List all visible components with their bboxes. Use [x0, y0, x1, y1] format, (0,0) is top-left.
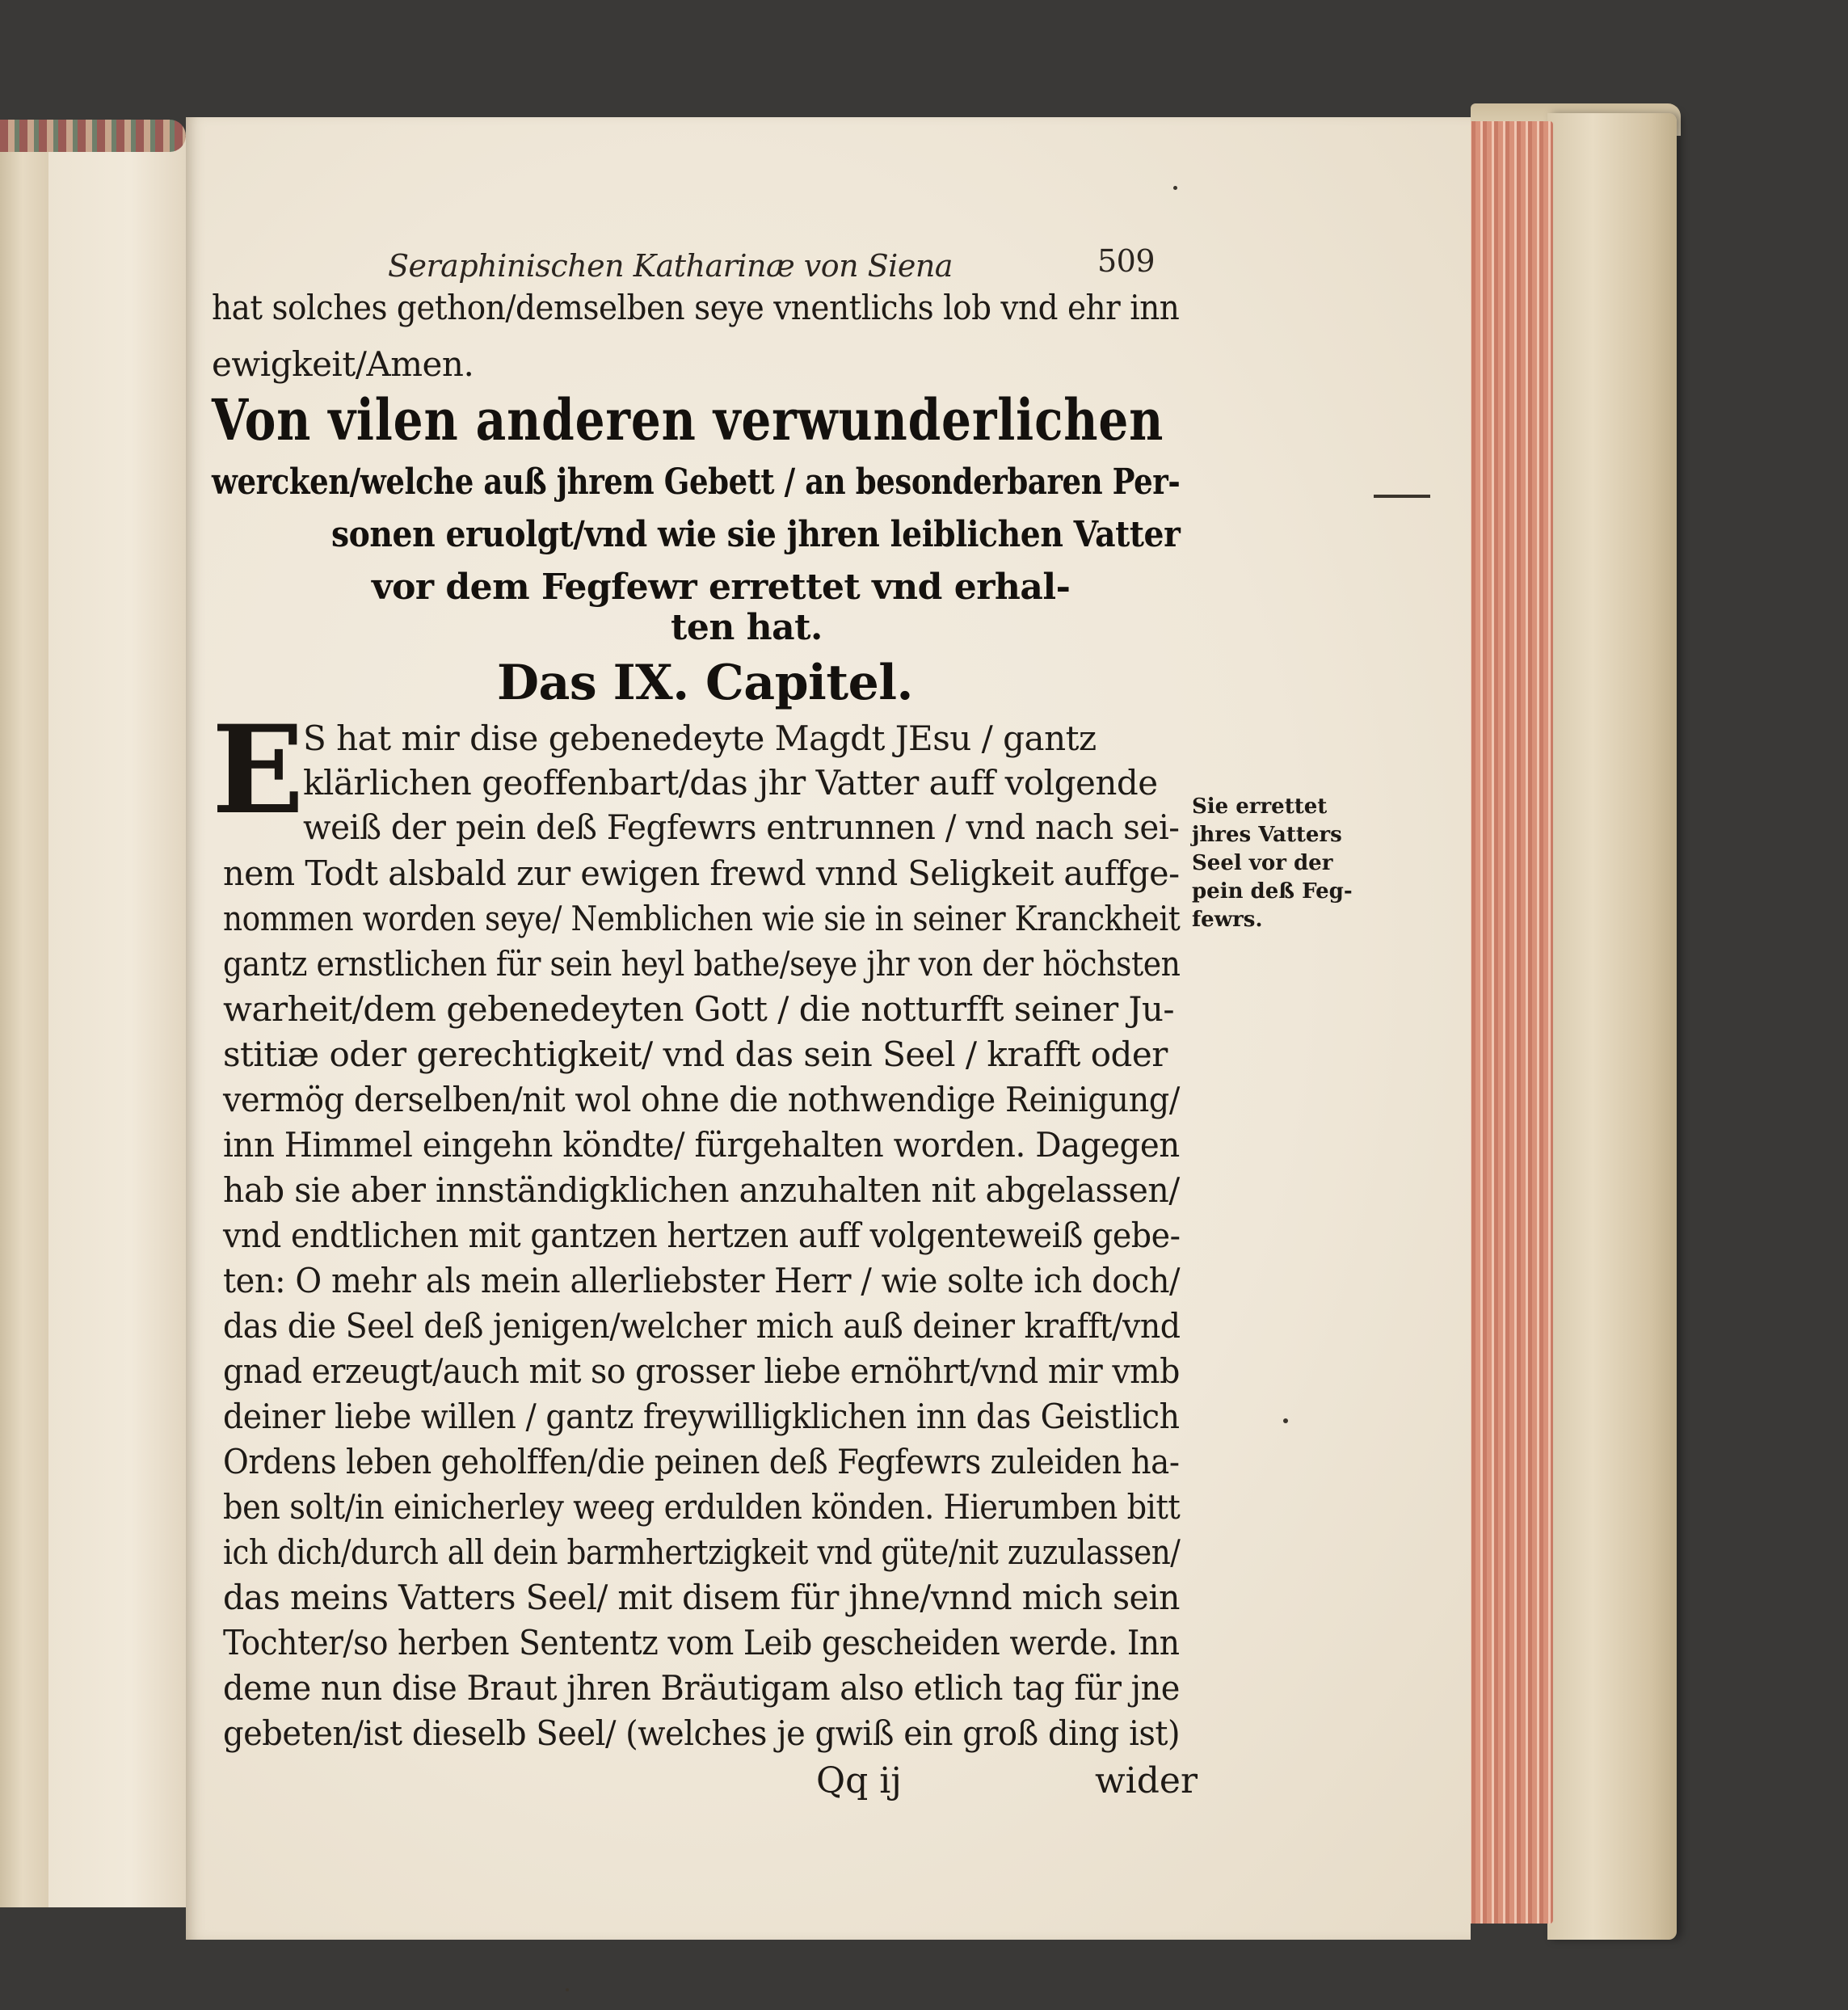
running-head: Seraphinischen Katharinæ von Siena: [388, 248, 953, 284]
text-line: ich dich/durch all dein barmhertzigkeit vnd güte/nit zuzulassen/: [223, 1532, 1181, 1572]
section-heading-line: vor dem Fegfewr errettet vnd erhal-: [372, 567, 1071, 608]
chapter-title: Das IX. Capitel.: [497, 655, 913, 711]
text-line: vermög derselben/nit wol ohne die nothwendige Reinigung/: [223, 1080, 1180, 1119]
text-line: Tochter/so herben Sententz vom Leib gescheiden werde. Inn: [223, 1623, 1180, 1662]
text-line: hat solches gethon/demselben seye vnentlichs lob vnd ehr inn: [212, 288, 1180, 327]
text-line: ewigkeit/Amen.: [212, 344, 474, 384]
section-heading-line: sonen eruolgt/vnd wie sie jhren leiblichen Vatter: [331, 514, 1181, 555]
text-line: klärlichen geoffenbart/das jhr Vatter auff volgende: [303, 763, 1158, 803]
text-line: deiner liebe willen / gantz freywilligklichen inn das Geistlich: [223, 1397, 1180, 1436]
margin-note-line: Sie errettet: [1192, 794, 1328, 819]
text-line: S hat mir dise gebenedeyte Magdt JEsu / gantz: [303, 718, 1097, 758]
section-heading-line: ten hat.: [671, 607, 823, 648]
text-line: vnd endtlichen mit gantzen hertzen auff volgenteweiß gebe-: [223, 1216, 1181, 1255]
text-line: deme nun dise Braut jhren Bräutigam also etlich tag für jne: [223, 1668, 1180, 1708]
text-line: inn Himmel eingehn köndte/ fürgehalten worden. Dagegen: [223, 1125, 1180, 1165]
section-heading-line: wercken/welche auß jhrem Gebett / an besonderbaren Per-: [212, 461, 1181, 503]
text-line: warheit/dem gebenedeyten Gott / die notturfft seiner Ju-: [223, 989, 1175, 1029]
drop-cap-initial: E: [212, 699, 305, 841]
text-line: hab sie aber innständigklichen anzuhalten nit abgelassen/: [223, 1170, 1180, 1210]
text-line: das meins Vatters Seel/ mit disem für jhne/vnnd mich sein: [223, 1578, 1180, 1617]
page-number: 509: [1097, 243, 1156, 279]
text-line: gebeten/ist dieselb Seel/ (welches je gwiß ein groß ding ist): [223, 1713, 1181, 1753]
catchword: wider: [1095, 1760, 1198, 1801]
text-line: weiß der pein deß Fegfewrs entrunnen / vnd nach sei-: [303, 807, 1180, 847]
text-line: gnad erzeugt/auch mit so grosser liebe ernöhrt/vnd mir vmb: [223, 1351, 1180, 1391]
margin-note-line: pein deß Feg-: [1192, 879, 1353, 904]
margin-note-line: Seel vor der: [1192, 851, 1333, 875]
section-heading-line: Von vilen anderen verwunderlichen: [212, 386, 1164, 453]
text-line: das die Seel deß jenigen/welcher mich auß deiner krafft/vnd: [223, 1306, 1181, 1346]
text-line: ben solt/in einicherley weeg erdulden könden. Hierumben bitt: [223, 1487, 1181, 1527]
text-line: gantz ernstlichen für sein heyl bathe/seye jhr von der höchsten: [223, 944, 1181, 984]
text-line: nem Todt alsbald zur ewigen frewd vnnd Seligkeit auffge-: [223, 853, 1180, 893]
text-line: stitiæ oder gerechtigkeit/ vnd das sein Seel / krafft oder: [223, 1034, 1168, 1074]
margin-note-line: jhres Vatters: [1192, 823, 1342, 847]
text-line: ten: O mehr als mein allerliebster Herr / wie solte ich doch/: [223, 1261, 1181, 1300]
text-line: nommen worden seye/ Nemblichen wie sie in seiner Kranckheit: [223, 899, 1181, 938]
margin-note-line: fewrs.: [1192, 908, 1263, 932]
signature-mark: Qq ij: [816, 1760, 902, 1801]
text-line: Ordens leben geholffen/die peinen deß Fegfewrs zuleiden ha-: [223, 1442, 1180, 1481]
